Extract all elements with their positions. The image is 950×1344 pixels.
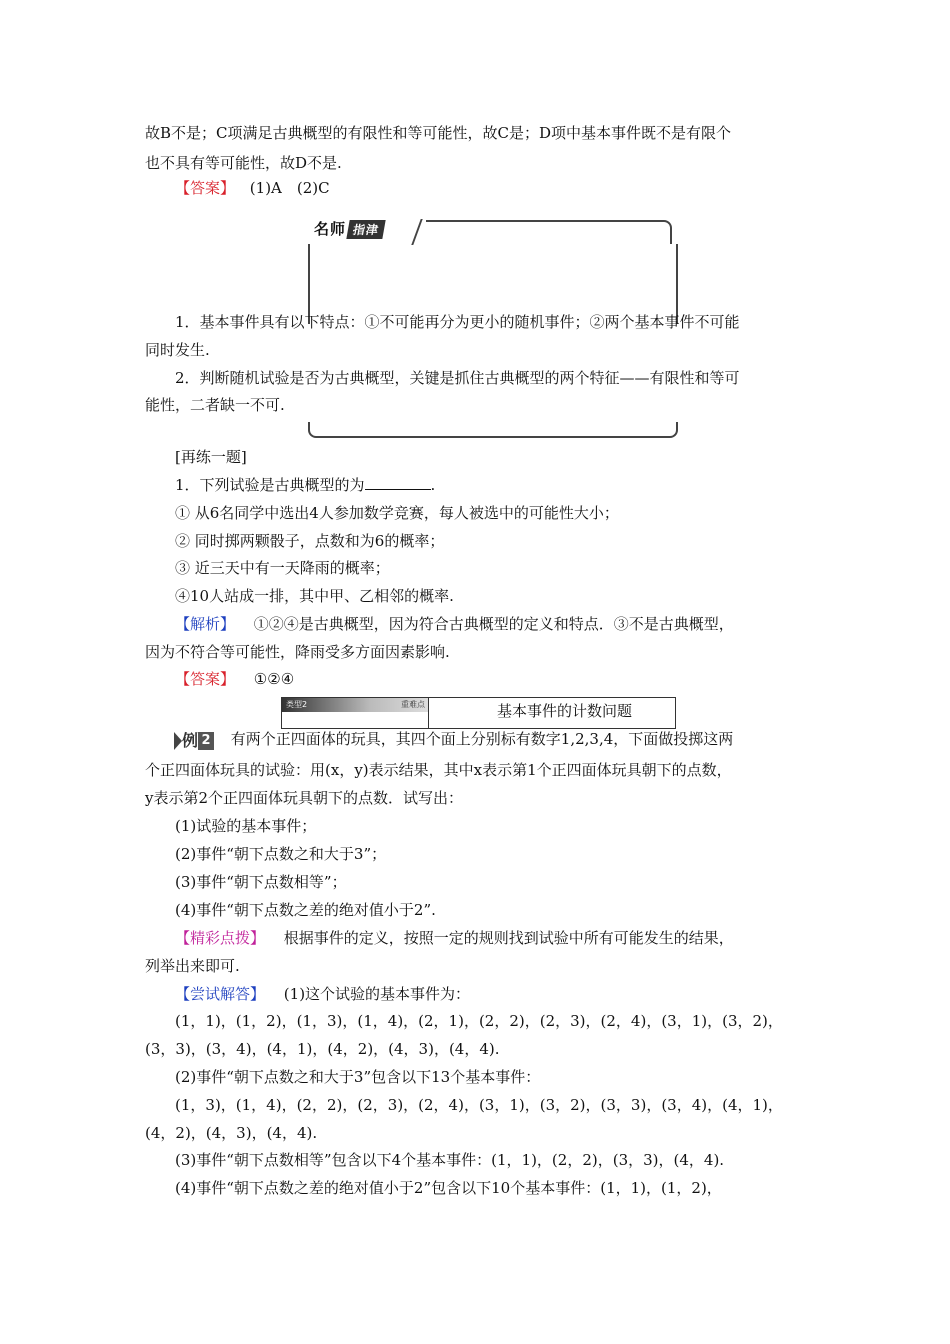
solution-text: (3，3)，(3，4)，(4，1)，(4，2)，(4，3)，(4，4).: [145, 1040, 500, 1058]
type-label: 类型2: [286, 700, 308, 709]
hint-tag: 【精彩点拨】: [175, 929, 266, 947]
question-text: 1．下列试验是古典概型的为: [175, 476, 365, 494]
solution-text: (1)这个试验的基本事件为：: [283, 985, 471, 1003]
example-number: 2: [198, 732, 214, 750]
question-end: .: [430, 476, 436, 494]
header-divider: [428, 698, 429, 728]
solution-line: [175, 984, 470, 1004]
option-item: ③ 近三天中有一天降雨的概率；: [175, 559, 390, 577]
example-subquestion: (4)事件“朝下点数之差的绝对值小于2”.: [175, 901, 436, 919]
tips-title-tag: 指津: [346, 220, 385, 239]
example-subquestion: (3)事件“朝下点数相等”；: [175, 873, 347, 891]
answer-tag: 【答案】: [175, 179, 236, 197]
example-line: [174, 729, 733, 751]
answer-text: ①②④: [253, 670, 295, 688]
solution-text: (4，2)，(4，3)，(4，4).: [145, 1124, 318, 1142]
answer-line: [175, 178, 330, 198]
answer-text: (1)A (2)C: [249, 179, 330, 197]
tips-text: 2．判断随机试验是否为古典概型，关键是抓住古典概型的两个特征——有限性和等可: [175, 369, 740, 387]
analysis-line: [175, 614, 734, 634]
example-text: 个正四面体玩具的试验：用(x，y)表示结果，其中x表示第1个正四面体玩具朝下的点数，: [145, 761, 732, 779]
section-title: 基本事件的计数问题: [497, 702, 633, 720]
tips-text: 1．基本事件具有以下特点：①不可能再分为更小的随机事件；②两个基本事件不可能: [175, 313, 740, 331]
solution-tag: 【尝试解答】: [175, 985, 266, 1003]
analysis-text: 因为不符合等可能性，降雨受多方面因素影响.: [145, 643, 450, 661]
practice-question: [175, 475, 435, 495]
text-line: 也不具有等可能性，故D不是.: [145, 154, 342, 172]
tips-title: [314, 218, 384, 239]
option-item: ① 从6名同学中选出4人参加数学竞赛，每人被选中的可能性大小；: [175, 504, 619, 522]
example-text: 有两个正四面体的玩具，其四个面上分别标有数字1,2,3,4，下面做投掷这两: [230, 730, 734, 748]
option-item: ② 同时掷两颗骰子，点数和为6的概率；: [175, 532, 445, 550]
arrow-icon: [174, 732, 182, 750]
answer-tag: 【答案】: [175, 670, 236, 688]
section-type-header: [281, 697, 676, 729]
solution-text: (3)事件“朝下点数相等”包含以下4个基本事件：(1，1)，(2，2)，(3，3)，(4，4).: [175, 1151, 725, 1169]
example-text: y表示第2个正四面体玩具朝下的点数．试写出：: [145, 789, 464, 807]
practice-heading: [再练一题]: [175, 448, 247, 466]
solution-text: (2)事件“朝下点数之和大于3”包含以下13个基本事件：: [175, 1068, 541, 1086]
text-line: 故B不是；C项满足古典概型的有限性和等可能性，故C是；D项中基本事件既不是有限个: [145, 124, 732, 142]
example-subquestion: (1)试验的基本事件；: [175, 817, 317, 835]
example-subquestion: (2)事件“朝下点数之和大于3”；: [175, 845, 387, 863]
difficulty-label: 重难点: [401, 700, 425, 709]
solution-text: (4)事件“朝下点数之差的绝对值小于2”包含以下10个基本事件：(1，1)，(1，2)，: [175, 1179, 722, 1197]
hint-text: 列举出来即可.: [145, 957, 240, 975]
analysis-tag: 【解析】: [175, 615, 236, 633]
tips-divider: [411, 219, 422, 245]
answer-line: [175, 669, 294, 689]
hint-line: [175, 928, 734, 948]
hint-text: 根据事件的定义，按照一定的规则找到试验中所有可能发生的结果，: [283, 929, 734, 947]
solution-text: (1，1)，(1，2)，(1，3)，(1，4)，(2，1)，(2，2)，(2，3)，(2，4)，(3，1)，(3，2)，: [175, 1012, 783, 1030]
option-item: ④10人站成一排，其中甲、乙相邻的概率.: [175, 587, 454, 605]
tips-border-bottom: [308, 422, 678, 438]
solution-text: (1，3)，(1，4)，(2，2)，(2，3)，(2，4)，(3，1)，(3，2)，(3，3)，(3，4)，(4，1)，: [175, 1096, 783, 1114]
example-badge: [174, 730, 214, 751]
analysis-text: ①②④是古典概型，因为符合古典概型的定义和特点．③不是古典概型，: [253, 615, 734, 633]
example-label: 例: [182, 730, 199, 750]
type-bar: [282, 698, 429, 712]
answer-blank: [365, 475, 431, 490]
tips-title-text: 名师: [314, 220, 347, 238]
tips-border-top: [426, 220, 672, 244]
tips-text: 能性，二者缺一不可.: [145, 396, 285, 414]
tips-text: 同时发生.: [145, 341, 210, 359]
